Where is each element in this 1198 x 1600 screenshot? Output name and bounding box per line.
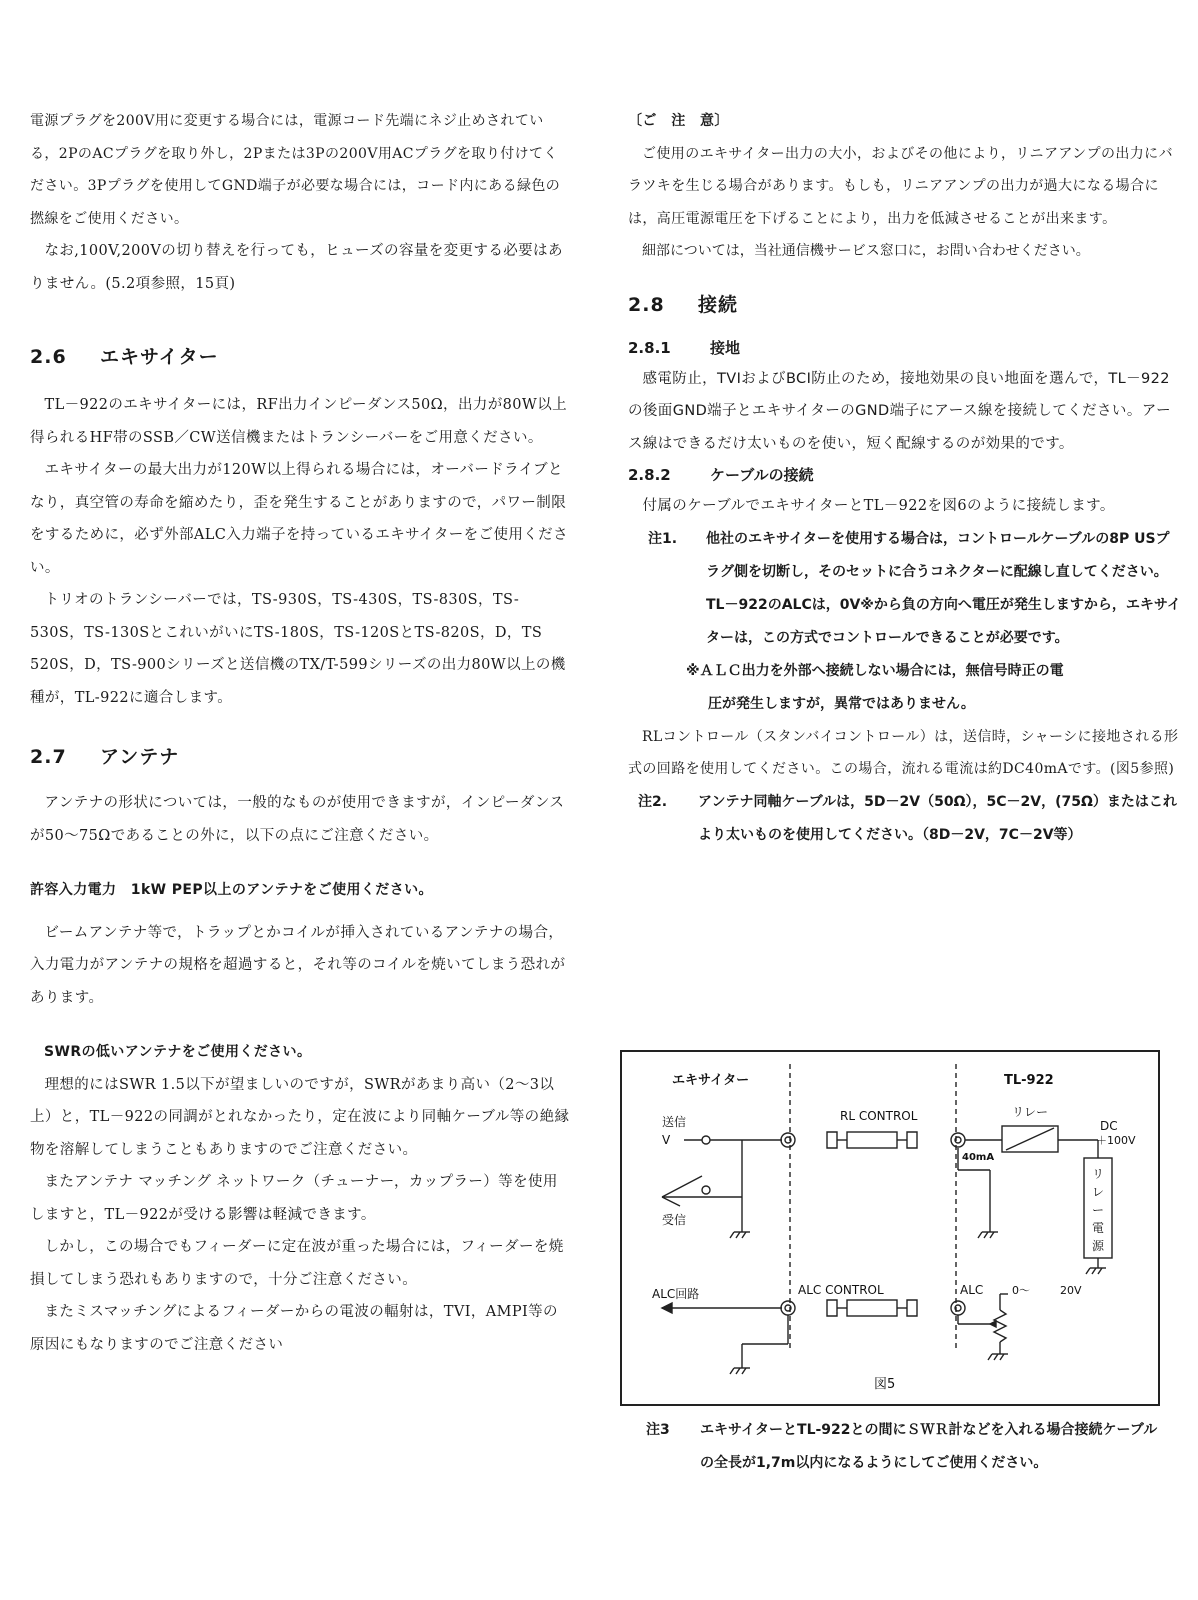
section-heading-2-7 (30, 742, 570, 769)
label-relay-supply-1: リ (1092, 1167, 1105, 1181)
paragraph-grounding: 感電防止，TVIおよびBCI防止のため，接地効果の良い地面を選んで，TL－922の後面GND端子とエキサイターのGND端子にアース線を接続してください。アース線はできるだけ太いものを使い，短く配線するのが効果的です。 (628, 370, 1172, 452)
section-number: 2.8 (628, 293, 665, 316)
label-exciter: エキサイター (672, 1073, 750, 1088)
paragraph-tuner: またアンテナ マッチング ネットワーク（チューナー，カップラー）等を使用しますと，TL－922が受ける影響は軽減できます。 (30, 1174, 558, 1223)
note-label: 注1. (648, 530, 678, 547)
heading-low-swr: SWRの低いアンテナをご使用ください。 (44, 1044, 312, 1060)
subsection-title: ケーブルの接続 (710, 466, 814, 484)
receive-terminal (702, 1186, 710, 1194)
paragraph-trap-coil: ビームアンテナ等で，トラップとかコイルが挿入されているアンテナの場合，入力電力がアンテナの規格を超過すると，それ等のコイルを焼いてしまう恐れがあります。 (30, 924, 566, 1006)
caution-paragraph-2: 細部については，当社通信機サービス窓口に，お問い合わせください。 (642, 243, 1090, 259)
alc-plug-right (907, 1300, 917, 1316)
subsection-title: 接地 (710, 338, 741, 357)
caution-paragraph-1: ご使用のエキサイター出力の大小，およびその他により，リニアアンプの出力にバラツキを生じる場合があります。もしも，リニアアンプの出力が過大になる場合には，高圧電源電圧を下げることにより，出力を低減させることが出来ます。 (628, 145, 1173, 227)
label-relay-supply-4: 電 (1092, 1221, 1105, 1235)
figure-5-wiring-diagram (620, 1050, 1160, 1406)
label-v: V (662, 1133, 671, 1147)
exciter-rl-jack (781, 1133, 795, 1147)
ground-icon (730, 1232, 750, 1238)
paragraph-exciter-requirements: TL－922のエキサイターには，RF出力インピーダンス50Ω，出力が80W以上得られるHF帯のSSB／CW送信機またはトランシーバーをご用意ください。 (30, 397, 567, 446)
paragraph-radiation: またミスマッチングによるフィーダーからの電波の輻射は，TVI，AMPI等の原因にもなりますのでご注意ください (30, 1304, 558, 1353)
subsection-number: 2.8.2 (628, 466, 671, 484)
section-number: 2.6 (30, 346, 67, 368)
paragraph-overdrive-warning: エキサイターの最大出力が120W以上得られる場合には，オーバードライブとなり，真空管の寿命を縮めたり，歪を発生することがありますので，パワー制限をするために，必ず外部ALC入力端子を持っているエキサイターをご使用ください。 (30, 462, 568, 576)
section-heading-2-8 (628, 290, 1183, 317)
label-alc: ALC (960, 1283, 984, 1297)
paragraph-antenna-shape: アンテナの形状については，一般的なものが使用できますが，インピーダンスが50～75Ωであることの外に，以下の点にご注意ください。 (30, 795, 565, 844)
subnote-line-2: 圧が発生しますが，異常ではありません。 (708, 695, 975, 712)
paragraph-fuse-note: なお,100V,200Vの切り替えを行っても，ヒューズの容量を変更する必要はありません。(5.2項参照，15頁) (30, 243, 563, 292)
note-label: 注3 (646, 1422, 670, 1438)
tl922-rl-jack (951, 1133, 965, 1147)
label-dc-voltage: ＋100V (1096, 1134, 1136, 1147)
paragraph-plug-200v: 電源プラグを200V用に変更する場合には，電源コード先端にネジ止めされている，2PのACプラグを取り外し，2Pまたは3Pの200V用ACプラグを取り付けてください。3Pプラグを使用してGND端子が必要な場合には，コード内にある緑色の撚線をご使用ください。 (30, 113, 561, 227)
note-text: アンテナ同軸ケーブルは，5D－2V（50Ω），5C－2V，(75Ω）またはこれより太いものを使用してください。（8D－2V，7C－2V等） (698, 793, 1177, 843)
subsection-number: 2.8.1 (628, 338, 671, 357)
label-rl-control: RL CONTROL (840, 1109, 918, 1123)
relay-coil-diagonal (1006, 1128, 1054, 1150)
alc-cable-body (847, 1300, 897, 1316)
rl-plug-right (907, 1132, 917, 1148)
exciter-alc-jack (781, 1301, 795, 1315)
section-title: エキサイター (100, 346, 219, 368)
note-label: 注2. (638, 793, 668, 810)
label-alc-control: ALC CONTROL (798, 1283, 884, 1297)
paragraph-swr-ideal: 理想的にはSWR 1.5以下が望ましいのですが，SWRがあまり高い（2～3以上）と，TL－922の同調がとれなかったり，定在波により同軸ケーブル等の絶縁物を溶解してしまうこともありますのでご注意ください。 (30, 1076, 570, 1158)
wiring-diagram-svg (622, 1052, 1162, 1408)
left-column (30, 105, 570, 1361)
label-tl922: TL-922 (1004, 1073, 1054, 1088)
label-relay-supply-2: レ (1092, 1185, 1105, 1199)
note-1 (628, 523, 1183, 655)
pot-wiper-arrow (990, 1321, 996, 1327)
note-text: エキサイターとTL-922との間にＳＷＲ計などを入れる場合接続ケーブルの全長が1,7m以内になるようにしてご使用ください。 (700, 1422, 1158, 1471)
paragraph-compatible-models: トリオのトランシーバーでは，TS-930S，TS-430S，TS-830S，TS-530S，TS-130SとこれいがいにTS-180S，TS-120SとTS-820S，D，TS 520S，D，TS-900シリーズと送信機のTX/T-599シリーズの出力80W以上の機種が，TL-922に適合します。 (30, 592, 566, 706)
note-3 (620, 1414, 1165, 1480)
subnote-line-1: ※ＡＬＣ出力を外部へ接続しない場合には，無信号時正の電 (686, 662, 1064, 679)
send-terminal (702, 1136, 710, 1144)
label-dc: DC (1100, 1119, 1118, 1133)
label-receive: 受信 (662, 1213, 687, 1227)
switch-arm (662, 1176, 702, 1197)
ground-icon (1086, 1268, 1106, 1274)
section-number: 2.7 (30, 746, 67, 768)
heading-allowable-power: 許容入力電力 1kW PEP以上のアンテナをご使用ください。 (30, 882, 433, 898)
subsection-heading-2-8-2 (628, 460, 1183, 490)
note-text: 他社のエキサイターを使用する場合は，コントロールケーブルの8P USプラグ側を切断し，そのセットに合うコネクターに配線し直してください。TL－922のALCは，0V※から負の方向へ電圧が発生しますから，エキサイターは，この方式でコントロールできることが必要です。 (706, 530, 1181, 646)
paragraph-feeder-damage: しかし，この場合でもフィーダーに定在波が重った場合には，フィーダーを焼損してしまう恐れもありますので，十分ご注意ください。 (30, 1239, 564, 1288)
section-heading-2-6 (30, 342, 570, 369)
ground-symbols (730, 1232, 1106, 1374)
label-relay: リレー (1012, 1105, 1049, 1119)
ground-icon (988, 1354, 1008, 1360)
subsection-heading-2-8-1 (628, 333, 1183, 363)
tl922-alc-jack (951, 1301, 965, 1315)
label-send: 送信 (662, 1115, 687, 1129)
ground-icon (978, 1232, 998, 1238)
section-title: 接続 (698, 293, 739, 316)
label-relay-supply-3: ー (1092, 1203, 1105, 1217)
label-alc-range-high: 20V (1060, 1284, 1082, 1297)
alc-arrow (662, 1303, 672, 1313)
section-title: アンテナ (100, 746, 180, 768)
rl-plug-left (827, 1132, 837, 1148)
right-column (628, 105, 1183, 852)
caution-heading: 〔ご 注 意〕 (628, 113, 729, 129)
note-2 (628, 786, 1183, 852)
switch-arm-lower (662, 1197, 680, 1206)
paragraph-rl-control: RLコントロール（スタンバイコントロール）は，送信時，シャーシに接地される形式の回路を使用してください。この場合，流れる電流は約DC40mAです。(図5参照) (628, 728, 1179, 777)
paragraph-cable-connection: 付属のケーブルでエキサイターとTL－922を図6のように接続します。 (642, 498, 1115, 514)
label-relay-supply-5: 源 (1092, 1239, 1105, 1253)
label-alc-range-low: 0～ (1012, 1284, 1030, 1297)
label-current: 40mA (962, 1152, 995, 1163)
rl-cable-body (847, 1132, 897, 1148)
alc-plug-left (827, 1300, 837, 1316)
label-alc-circuit: ALC回路 (652, 1287, 700, 1301)
ground-icon (730, 1368, 750, 1374)
figure-caption: 図5 (874, 1377, 896, 1392)
note-1-subnote (628, 655, 1183, 721)
